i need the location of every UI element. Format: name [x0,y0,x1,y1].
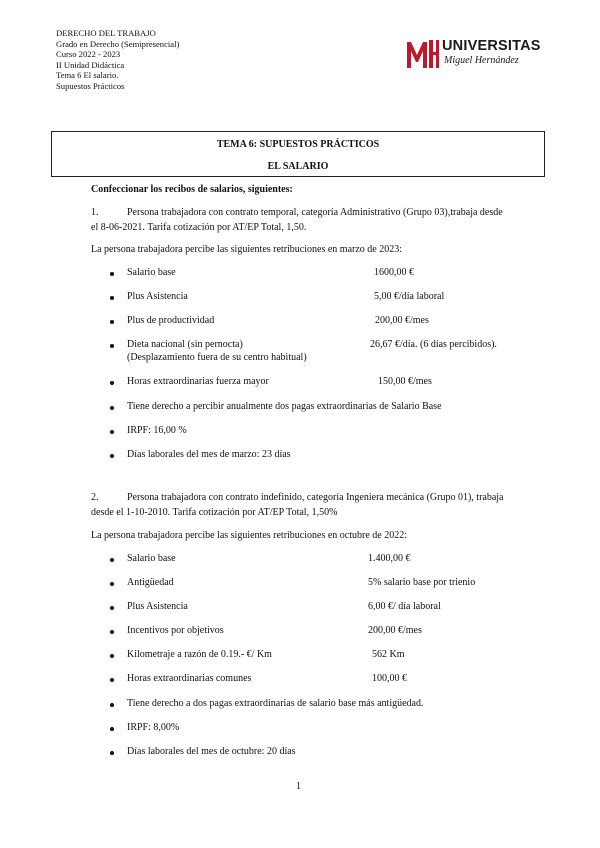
case2-item-value: 1.400,00 € [368,553,411,564]
bullet-icon [110,654,114,658]
page-number: 1 [296,781,301,792]
case2-item-value: 100,00 € [372,673,407,684]
case2-intro: La persona trabajadora percibe las siguientes retribuciones en octubre de 2022: [91,530,407,541]
header-line: Supuestos Prácticos [56,80,125,91]
bullet-icon [110,430,114,434]
header-line: Tema 6 El salario. [56,70,119,81]
bullet-icon [110,703,114,707]
case2-item-label: Kilometraje a razón de 0.19.- €/ Km [127,649,272,660]
bullet-icon [110,630,114,634]
mh-emblem-icon [406,38,440,70]
case1-description-cont: el 8-06-2021. Tarifa cotización por AT/EP Total, 1,50. [91,222,307,233]
case2-description: Persona trabajadora con contrato indefinido, categoría Ingeniera mecánica (Grupo 01), trabaja [127,492,504,503]
case2-description-cont: desde el 1-10-2010. Tarifa cotización por AT/EP Total, 1,50% [91,507,338,518]
case2-item-label: Incentivos por objetivos [127,625,224,636]
case2-item-label: IRPF: 8,00% [127,722,180,733]
case1-item-value: 200,00 €/mes [375,315,429,326]
case2-item-value: 5% salario base por trienio [368,577,476,588]
case1-item-label: IRPF: 16,00 % [127,425,187,436]
logo-subtitle: Miguel Hernández [444,55,519,66]
title-box [51,131,545,177]
case1-item-label: Días laborales del mes de marzo: 23 días [127,449,291,460]
case1-item-label: Salario base [127,267,176,278]
case1-item-label: Plus de productividad [127,315,215,326]
header-line: II Unidad Didáctica [56,59,125,70]
case1-item-value: 150,00 €/mes [378,376,432,387]
case2-number: 2. [91,492,99,503]
case2-item-label: Plus Asistencia [127,601,188,612]
case1-item-label-cont: (Desplazamiento fuera de su centro habitual) [127,352,307,363]
case1-description: Persona trabajadora con contrato temporal, categoría Administrativo (Grupo 03),trabaja desde [127,207,503,218]
instruction: Confeccionar los recibos de salarios, siguientes: [91,184,293,195]
bullet-icon [110,606,114,610]
university-logo [406,38,541,72]
case2-item-value: 200,00 €/mes [368,625,422,636]
case1-item-value: 26,67 €/día. (6 días percibidos). [370,339,497,350]
case2-item-value: 562 Km [372,649,405,660]
bullet-icon [110,558,114,562]
bullet-icon [110,582,114,586]
case1-item-value: 5,00 €/día laboral [374,291,445,302]
case2-item-label: Antigüedad [127,577,174,588]
case1-number: 1. [91,207,99,218]
bullet-icon [110,727,114,731]
page-title: TEMA 6: SUPUESTOS PRÁCTICOS [216,139,380,150]
case2-item-value: 6,00 €/ día laboral [368,601,441,612]
case1-intro: La persona trabajadora percibe las siguientes retribuciones en marzo de 2023: [91,244,402,255]
page-subtitle: EL SALARIO [267,161,329,172]
bullet-icon [110,320,114,324]
header-line: Curso 2022 - 2023 [56,49,121,60]
case2-item-label: Tiene derecho a dos pagas extraordinarias de salario base más antigüedad. [127,698,424,709]
logo-brand: UNIVERSITAS [442,38,541,54]
bullet-icon [110,751,114,755]
bullet-icon [110,296,114,300]
case1-item-label: Plus Asistencia [127,291,188,302]
case1-item-label: Tiene derecho a percibir anualmente dos pagas extraordinarias de Salario Base [127,401,442,412]
bullet-icon [110,381,114,385]
bullet-icon [110,678,114,682]
bullet-icon [110,272,114,276]
case1-item-value: 1600,00 € [374,267,414,278]
case2-item-label: Salario base [127,553,176,564]
bullet-icon [110,406,114,410]
case1-item-label: Horas extraordinarias fuerza mayor [127,376,269,387]
case1-item-label: Dieta nacional (sin pernocta) [127,339,243,350]
case2-item-label: Días laborales del mes de octubre: 20 días [127,746,296,757]
case2-item-label: Horas extraordinarias comunes [127,673,252,684]
bullet-icon [110,344,114,348]
header-line: DERECHO DEL TRABAJO [56,28,156,38]
header-line: Grado en Derecho (Semipresencial) [56,38,180,49]
document-header [56,28,179,92]
bullet-icon [110,454,114,458]
